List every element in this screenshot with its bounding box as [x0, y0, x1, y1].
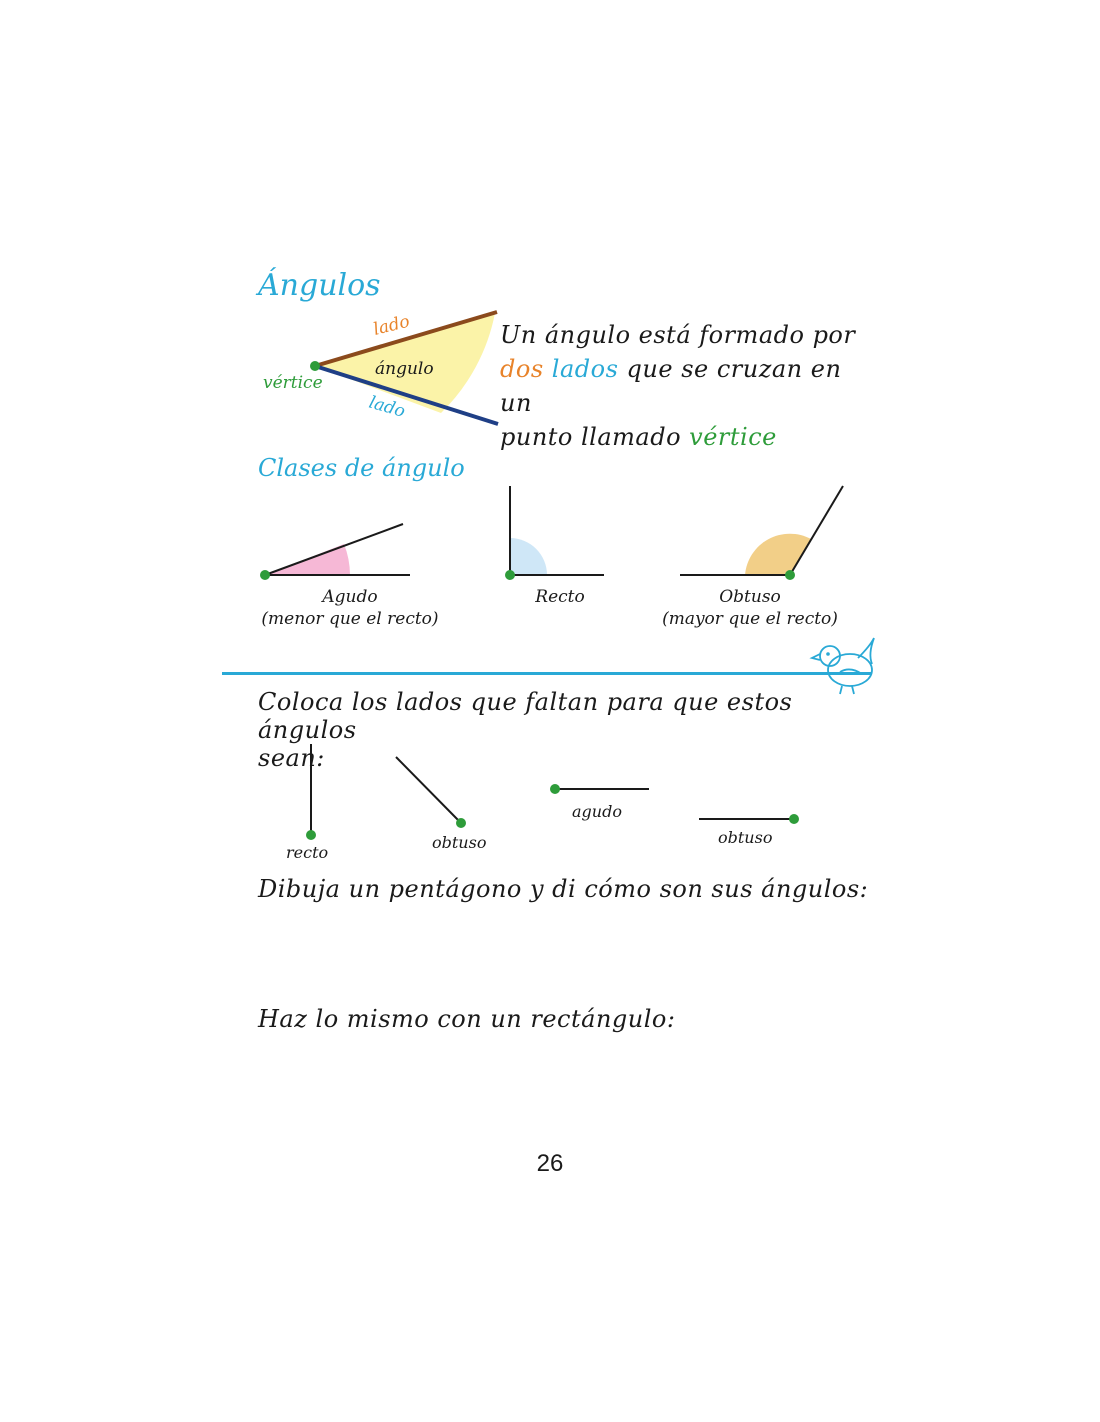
- right-name: Recto: [535, 587, 585, 607]
- definition-line-3: [500, 420, 860, 454]
- classes-title: Clases de ángulo: [258, 454, 465, 482]
- recto-vertex-dot: [306, 830, 316, 840]
- definition-line-3-start: punto llamado: [500, 423, 690, 451]
- acute-vertex-dot: [260, 570, 270, 580]
- right-caption: [510, 586, 610, 608]
- exercise-1-line-1: Coloca los lados que faltan para que estos ángulos: [258, 688, 793, 744]
- obtuse-angle-figure: [675, 480, 850, 585]
- section-divider: [222, 672, 872, 675]
- exercise-2-instruction: Dibuja un pentágono y di cómo son sus ángulos:: [258, 875, 869, 903]
- exercise-1-line-2: sean:: [258, 744, 325, 772]
- obtuso-1-vertex-dot: [456, 818, 466, 828]
- obtuse-angle-fill: [745, 534, 811, 575]
- agudo-vertex-dot: [550, 784, 560, 794]
- acute-angle-figure: [255, 515, 415, 585]
- obtuse-note: (mayor que el recto): [662, 609, 838, 629]
- obtuso-2-vertex-dot: [789, 814, 799, 824]
- angle-label: ángulo: [375, 359, 434, 379]
- exercise-obtuso-2-figure[interactable]: [695, 810, 805, 830]
- acute-name: Agudo: [322, 587, 378, 607]
- exercise-obtuso-1-label: obtuso: [432, 833, 487, 852]
- definition-text: [500, 318, 860, 454]
- page-number: 26: [536, 1150, 564, 1177]
- exercise-2-answer-area[interactable]: [258, 910, 858, 1000]
- definition-line-2: [500, 352, 860, 420]
- vertex-label: vértice: [263, 373, 323, 393]
- word-lados: lados: [551, 355, 619, 383]
- acute-note: (menor que el recto): [261, 609, 439, 629]
- word-dos: dos: [500, 355, 544, 383]
- exercise-recto-label: recto: [286, 843, 329, 862]
- exercise-3-instruction: Haz lo mismo con un rectángulo:: [258, 1005, 676, 1033]
- right-angle-fill: [510, 538, 547, 575]
- side-top-label: lado: [371, 311, 412, 340]
- obtuso-1-given-side: [396, 757, 461, 823]
- obtuse-caption: [650, 586, 850, 630]
- definition-line-2-rest: que se cruzan en un: [500, 355, 842, 417]
- right-vertex-dot: [505, 570, 515, 580]
- obtuse-name: Obtuso: [719, 587, 781, 607]
- side-bottom-label: lado: [366, 392, 408, 422]
- obtuse-vertex-dot: [785, 570, 795, 580]
- exercise-3-answer-area[interactable]: [258, 1040, 858, 1140]
- acute-caption: [240, 586, 460, 630]
- exercise-agudo-label: agudo: [572, 802, 622, 821]
- exercise-recto-figure[interactable]: [290, 740, 350, 840]
- definition-line-1: Un ángulo está formado por: [500, 321, 856, 349]
- right-angle-figure: [500, 480, 610, 585]
- obtuse-side-line: [790, 486, 843, 575]
- vertex-dot: [310, 361, 320, 371]
- page-title: Ángulos: [258, 268, 381, 303]
- exercise-obtuso-2-label: obtuso: [718, 828, 773, 847]
- exercise-agudo-figure[interactable]: [545, 780, 655, 800]
- angle-definition-diagram: [255, 300, 505, 435]
- exercise-obtuso-1-figure[interactable]: [390, 752, 470, 832]
- word-vertice: vértice: [689, 423, 777, 451]
